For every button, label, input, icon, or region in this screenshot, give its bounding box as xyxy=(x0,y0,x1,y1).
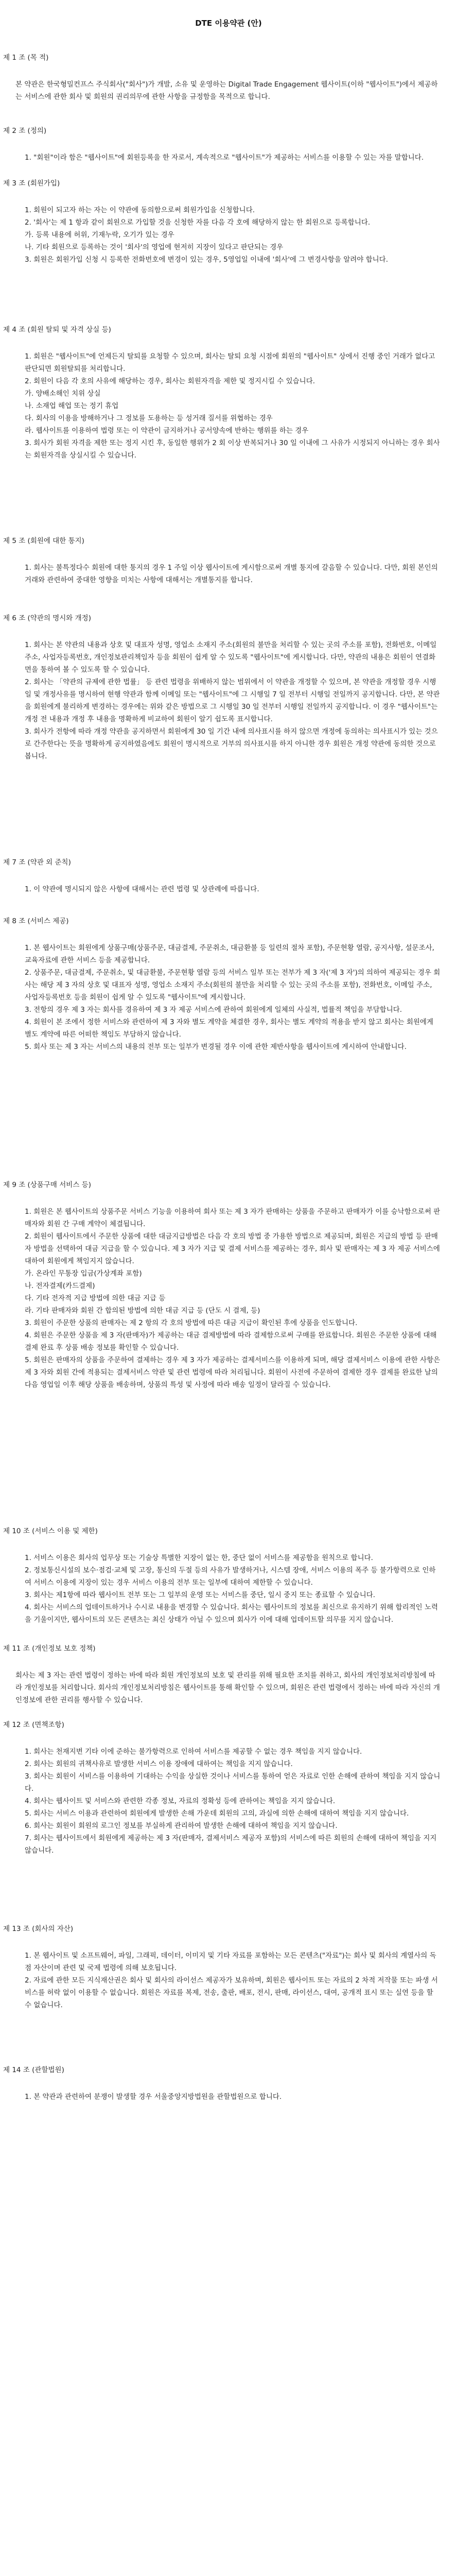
article-body xyxy=(3,639,441,762)
article-item: 4. 회사는 서비스의 업데이트하거나 수시로 내용을 변경할 수 있습니다. 회사는 웹사이트의 정보를 최신으로 유지하기 위해 합리적인 노력을 기울이지만, 웹사이트의 모든 콘텐츠는 최신 상태가 아닐 수 있으며 회사가 이에 대해 업데이트할 의무를 지지 않습니다. xyxy=(25,1603,438,1624)
article-item: 3. 회사가 회원 자격을 제한 또는 정지 시킨 후, 동일한 행위가 2 회 이상 반복되거나 30 일 이내에 그 사유가 시정되지 아니하는 경우 회사는 회원자격을 상실시킬 수 있습니다. xyxy=(25,439,440,460)
article xyxy=(3,915,441,1053)
article-item: 1. 서비스 이용은 회사의 업무상 또는 기술상 특별한 지장이 없는 한, 중단 없이 서비스를 제공함을 원칙으로 합니다. xyxy=(25,1554,373,1562)
article-heading: 제 10 조 (서비스 이용 및 제한) xyxy=(3,1527,98,1535)
article-heading: 제 7 조 (약관 외 준칙) xyxy=(3,858,71,867)
article xyxy=(3,52,441,103)
article-body xyxy=(3,1552,441,1626)
article-item: 1. 회원은 본 웹사이트의 상품주문 서비스 기능을 이용하여 회사 또는 제 3 자가 판매하는 상품을 주문하고 판매자가 이를 승낙함으로써 판매자와 회원 간 구매 계약이 체결됩니다. xyxy=(25,1208,441,1228)
article-item: 가. 등록 내용에 허위, 기재누락, 오기가 있는 경우 xyxy=(25,231,174,239)
article-item: 다. 회사의 이용을 방해하거나 그 정보를 도용하는 등 성거래 질서를 위협하는 경우 xyxy=(25,414,273,422)
article-item: 1. 회사는 불특정다수 회원에 대한 통지의 경우 1 주일 이상 웹사이트에 게시함으로써 개별 통지에 갈음할 수 있습니다. 다만, 회원 본인의 거래와 관련하여 중대한 영향을 미치는 사항에 대해서는 개별통지를 합니다. xyxy=(25,564,438,584)
article-item: 나. 전자결제(카드결제) xyxy=(25,1282,95,1290)
article-body xyxy=(3,78,441,103)
article-item: 5. 회원은 판매자의 상품을 주문하여 결제하는 경우 제 3 자가 제공하는 결제서비스를 이용하게 되며, 해당 결제서비스 이용에 관한 사항은 제 3 자와 회원 간에 적용되는 결제서비스 약관 및 관련 법령에 따라 처리됩니다. 회원이 사전에 주문하여 결제한 경우 결제를 완료한 날의 다음 영업일 이후 해당 상품을 배송하며, 상품의 특성 및 사정에 따라 배송 일정이 달라질 수 있습니다. xyxy=(25,1356,441,1389)
article-heading: 제 9 조 (상품구매 서비스 등) xyxy=(3,1181,91,1189)
article-item: 가. 양배소해인 치위 상실 xyxy=(25,389,101,398)
article-heading: 제 1 조 (목 적) xyxy=(3,54,49,62)
article-item: 1. 회사는 천재지변 기타 이에 준하는 불가항력으로 인하여 서비스를 제공할 수 없는 경우 책임을 지지 않습니다. xyxy=(25,1748,362,1756)
article-item: 라. 웹사이트를 이용하여 법령 또는 이 약관이 금지하거나 공서양속에 반하는 행위를 하는 경우 xyxy=(25,427,309,435)
article-item: 2. 정보통신시설의 보수·점검·교체 및 고장, 통신의 두절 등의 사유가 발생하거나, 시스템 장애, 서비스 이용의 폭주 등 불가항력으로 인하여 서비스 이용에 지장이 있는 경우 서비스 이용의 전부 또는 일부에 대하여 제한할 수 있습니다. xyxy=(25,1566,436,1587)
article-heading: 제 14 조 (관할법원) xyxy=(3,2066,64,2074)
article xyxy=(3,1179,441,1391)
article-item: 다. 기타 전자적 지급 방법에 의한 대금 지급 등 xyxy=(25,1294,166,1302)
article xyxy=(3,1642,441,1706)
article-heading: 제 13 조 (회사의 자산) xyxy=(3,1925,74,1933)
article-item: 4. 회원은 주문한 상품을 제 3 자(판매자)가 제공하는 대금 결제방법에 따라 결제함으로써 구매를 완료합니다. 회원은 주문한 상품에 대해 결제 완료 후 상품 배송 정보를 확인할 수 있습니다. xyxy=(25,1331,437,1352)
article-item: 2. 상품주문, 대금결제, 주문취소, 및 대금환불, 주문현황 열람 등의 서비스 일부 또는 전부가 제 3 자('제 3 자')의 의하여 제공되는 경우 회사는 해당 제 3 자의 상호 및 대표자 성명, 영업소 소재지 주소(회원의 불만을 처리할 수 있는 곳의 주소를 포함), 전화번호, 이메일 주소, 사업자등록번호 등을 회원이 쉽게 알 수 있도록 "웹사이트"에 게시합니다. xyxy=(25,969,441,1002)
article-item: 2. 회원이 웹사이트에서 주문한 상품에 대한 대금지급방법은 다음 각 호의 방법 중 가용한 방법으로 제공되며, 회원은 지급의 방법 등 판매자 방법을 선택하여 대금 지급을 할 수 있습니다. 제 3 자가 지급 및 결제 서비스를 제공하는 경우, 회사 및 판매자는 제 3 자 제공 서비스에 대하여 회원에게 책임지지 않습니다. xyxy=(25,1232,440,1265)
article-heading: 제 5 조 (회원에 대한 통지) xyxy=(3,537,84,545)
article-item: 가. 온라인 무통장 입금(가상계좌 포함) xyxy=(25,1269,142,1278)
article-heading: 제 4 조 (회원 탈퇴 및 자격 상실 등) xyxy=(3,326,111,334)
article xyxy=(3,125,441,164)
article-body xyxy=(3,1669,441,1706)
article-body xyxy=(3,204,441,266)
article-body xyxy=(3,2091,441,2103)
article xyxy=(3,1525,441,1626)
article-heading: 제 12 조 (면책조항) xyxy=(3,1721,64,1729)
article xyxy=(3,1719,441,1857)
article-item: 4. 회사는 웹사이트 및 서비스와 관련한 각종 정보, 자료의 정확성 등에 관하여는 책임을 지지 않습니다. xyxy=(25,1797,336,1805)
article-item: 3. 회원이 주문한 상품의 판매자는 제 2 항의 각 호의 방법에 따른 대금 지급이 확인된 후에 상품을 인도합니다. xyxy=(25,1319,358,1327)
article xyxy=(3,535,441,586)
article-body xyxy=(3,151,441,164)
article-item: 4. 회원이 본 조에서 정한 서비스와 관련하여 제 3 자와 별도 계약을 체결한 경우, 회사는 별도 계약의 적용을 받지 않고 회사는 회원에게 별도 계약에 따른 어떠한 책임도 부담하지 않습니다. xyxy=(25,1018,434,1039)
article-item: 1. 본 약관과 관련하여 분쟁이 발생할 경우 서울중앙지방법원을 관할법원으로 합니다. xyxy=(25,2093,282,2101)
article xyxy=(3,612,441,762)
article xyxy=(3,2064,441,2103)
article-body xyxy=(3,350,441,462)
article-item: 3. 회사는 제1항에 따라 웹사이트 전부 또는 그 일부의 운영 또는 서비스를 중단, 일시 중지 또는 종료할 수 있습니다. xyxy=(25,1591,376,1599)
article-item: 2. 자료에 관한 모든 지식재산권은 회사 및 회사의 라이선스 제공자가 보유하며, 회원은 웹사이트 또는 자료의 2 차적 저작물 또는 파생 서비스를 허락 없이 이용할 수 없습니다. 회원은 자료를 복제, 전송, 출판, 배포, 전시, 판매, 라이선스, 대여, 공개적 표시 또는 실연 등을 할 수 없습니다. xyxy=(25,1976,438,2009)
article-item: 1. 본 웹사이트는 회원에게 상품구매(상품주문, 대금결제, 주문취소, 대금환불 등 일련의 절차 포함), 주문현황 열람, 공지사항, 설문조사, 교육자료에 관한 서비스 등을 제공합니다. xyxy=(25,944,434,964)
article-body xyxy=(3,1206,441,1391)
article-heading: 제 2 조 (정의) xyxy=(3,127,47,135)
article-body xyxy=(3,1950,441,2011)
article-item: 나. 기타 회원으로 등록하는 것이 '회사'의 영업에 현저히 지장이 있다고 판단되는 경우 xyxy=(25,243,284,251)
article-item: 2. 회원이 다음 각 호의 사유에 해당하는 경우, 회사는 회원자격을 제한 및 정지시킬 수 있습니다. xyxy=(25,377,315,385)
article-heading: 제 8 조 (서비스 제공) xyxy=(3,917,69,925)
article-paragraph: 본 약관은 한국형밀컨프스 주식회사("회사")가 개발, 소유 및 운영하는 Digital Trade Engagement 웹사이트(이하 "웹사이트")에서 제공하는 서비스에 관한 회사 및 회원의 권리의무에 관한 사항을 규정함을 목적으로 합니다. xyxy=(15,80,438,101)
article xyxy=(3,177,441,266)
article xyxy=(3,324,441,462)
article-item: 1. 회사는 본 약관의 내용과 상호 및 대표자 성명, 영업소 소재지 주소(회원의 불만을 처리할 수 있는 곳의 주소를 포함), 전화번호, 이메일 주소, 사업자등록번호, 개인정보관리책임자 등을 회원이 쉽게 알 수 있도록 "웹사이트"에 게시합니다. 다만, 약관의 내용은 회원이 연결화면을 통하여 볼 수 있도록 할 수 있습니다. xyxy=(25,641,437,674)
article-item: 3. 전항의 경우 제 3 자는 회사를 경유하여 제 3 자 제공 서비스에 관하여 회원에게 일체의 사실적, 법률적 책임을 부담합니다. xyxy=(25,1006,402,1014)
article-heading: 제 3 조 (회원가입) xyxy=(3,179,60,188)
article-item: 1. "회원"이라 함은 "웹사이트"에 회원등록을 한 자로서, 계속적으로 "웹사이트"가 제공하는 서비스를 이용할 수 있는 자를 말합니다. xyxy=(25,154,424,162)
article-item: 5. 회사는 서비스 이용과 관련하여 회원에게 발생한 손해 가운데 회원의 고의, 과실에 의한 손해에 대하여 책임을 지지 않습니다. xyxy=(25,1809,409,1818)
article-item: 1. 이 약관에 명시되지 않은 사항에 대해서는 관련 법령 및 상관례에 따릅니다. xyxy=(25,885,259,893)
article xyxy=(3,1923,441,2011)
article-item: 3. 회사는 회원이 서비스를 이용하여 기대하는 수익을 상실한 것이나 서비스를 통하여 얻은 자료로 인한 손해에 관하여 책임을 지지 않습니다. xyxy=(25,1772,441,1793)
article xyxy=(3,856,441,895)
article-item: 1. 본 웹사이트 및 소프트웨어, 파일, 그래픽, 데이터, 이미지 및 기타 자료를 포함하는 모든 콘텐츠("자료")는 회사 및 회사의 계열사의 독점 자산이며 관련 및 국제 법령에 의해 보호됩니다. xyxy=(25,1952,436,1972)
article-item: 2. '회사'는 제 1 항과 같이 회원으로 가입할 것을 신청한 자를 다음 각 호에 해당하지 않는 한 회원으로 등록합니다. xyxy=(25,218,371,227)
article-body xyxy=(3,1745,441,1857)
article-body xyxy=(3,942,441,1053)
article-item: 1. 회원은 "웹사이트"에 언제든지 탈퇴를 요청할 수 있으며, 회사는 탈퇴 요청 시점에 회원의 "웹사이트" 상에서 진행 중인 거래가 없다고 판단되면 회원탈퇴를 처리합니다. xyxy=(25,352,435,373)
article-item: 1. 회원이 되고자 하는 자는 이 약관에 동의함으로써 회원가입을 신청합니다. xyxy=(25,206,255,214)
article-item: 7. 회사는 웹사이트에서 회원에게 제공하는 제 3 자(판매자, 결제서비스 제공자 포함)의 서비스에 따른 회원의 손해에 대하여 책임을 지지 않습니다. xyxy=(25,1834,437,1855)
article-body xyxy=(3,883,441,895)
article-item: 2. 회사는 「약관의 규제에 관한 법률」 등 관련 법령을 위배하지 않는 범위에서 이 약관을 개정할 수 있으며, 본 약관을 개정할 경우 시행일 및 개정사유를 명시하여 현행 약관과 함께 이메일 또는 "웹사이트"에 그 시행일 7 일 전부터 시행일 전일까지 공지합니다. 다만, 본 약관을 회원에게 불리하게 변경하는 경우에는 위와 같은 방법으로 그 시행일 30 일 전부터 시행일 전일까지 공지합니다. 이 경우 "웹사이트"는 개정 전 내용과 개정 후 내용을 명확하게 비교하여 회원이 알기 쉽도록 표시합니다. xyxy=(25,678,440,723)
article-item: 5. 회사 또는 제 3 자는 서비스의 내용의 전부 또는 일부가 변경될 경우 이에 관한 제반사항을 웹사이트에 게시하여 안내합니다. xyxy=(25,1043,407,1051)
article-heading: 제 11 조 (개인정보 보호 정책) xyxy=(3,1645,96,1653)
article-item: 6. 회사는 회원이 회원의 로그인 정보를 부실하게 관리하여 발생한 손해에 대하여 책임을 지지 않습니다. xyxy=(25,1822,338,1830)
article-item: 나. 소재업 해업 또는 정기 휴업 xyxy=(25,402,119,410)
article-item: 라. 기타 판매자와 회원 간 합의된 방법에 의한 대금 지급 등 (단도 시 결제, 등) xyxy=(25,1307,260,1315)
article-item: 2. 회사는 회원의 귀책사유로 발생한 서비스 이용 장애에 대하여는 책임을 지지 않습니다. xyxy=(25,1760,293,1768)
document-title: DTE 이용약관 (안) xyxy=(195,19,262,28)
article-paragraph: 회사는 제 3 자는 관련 법령이 정하는 바에 따라 회원 개인정보의 보호 및 관리를 위해 필요한 조치를 취하고, 회사의 개인정보처리방침에 따라 개인정보를 처리합니다. 회사의 개인정보처리방침은 웹사이트를 통해 확인할 수 있으며, 회원은 관련 법령에서 정하는 바에 따라 자신의 개인정보에 관한 권리를 행사할 수 있습니다. xyxy=(15,1671,440,1704)
article-item: 3. 회원은 회원가입 신청 시 등록한 전화번호에 변경이 있는 경우, 5영업일 이내에 '회사'에 그 변경사항을 알려야 합니다. xyxy=(25,256,389,264)
article-body xyxy=(3,562,441,586)
article-item: 3. 회사가 전항에 따라 개정 약관을 공지하면서 회원에게 30 일 기간 내에 의사표시를 하지 않으면 개정에 동의하는 의사표시가 있는 것으로 간주한다는 뜻을 명확하게 공지하였음에도 회원이 명시적으로 거부의 의사표시를 하지 아니한 경우 회원은 개정 약관에 동의한 것으로 봅니다. xyxy=(25,727,438,760)
article-heading: 제 6 조 (약관의 명시와 개정) xyxy=(3,614,91,622)
